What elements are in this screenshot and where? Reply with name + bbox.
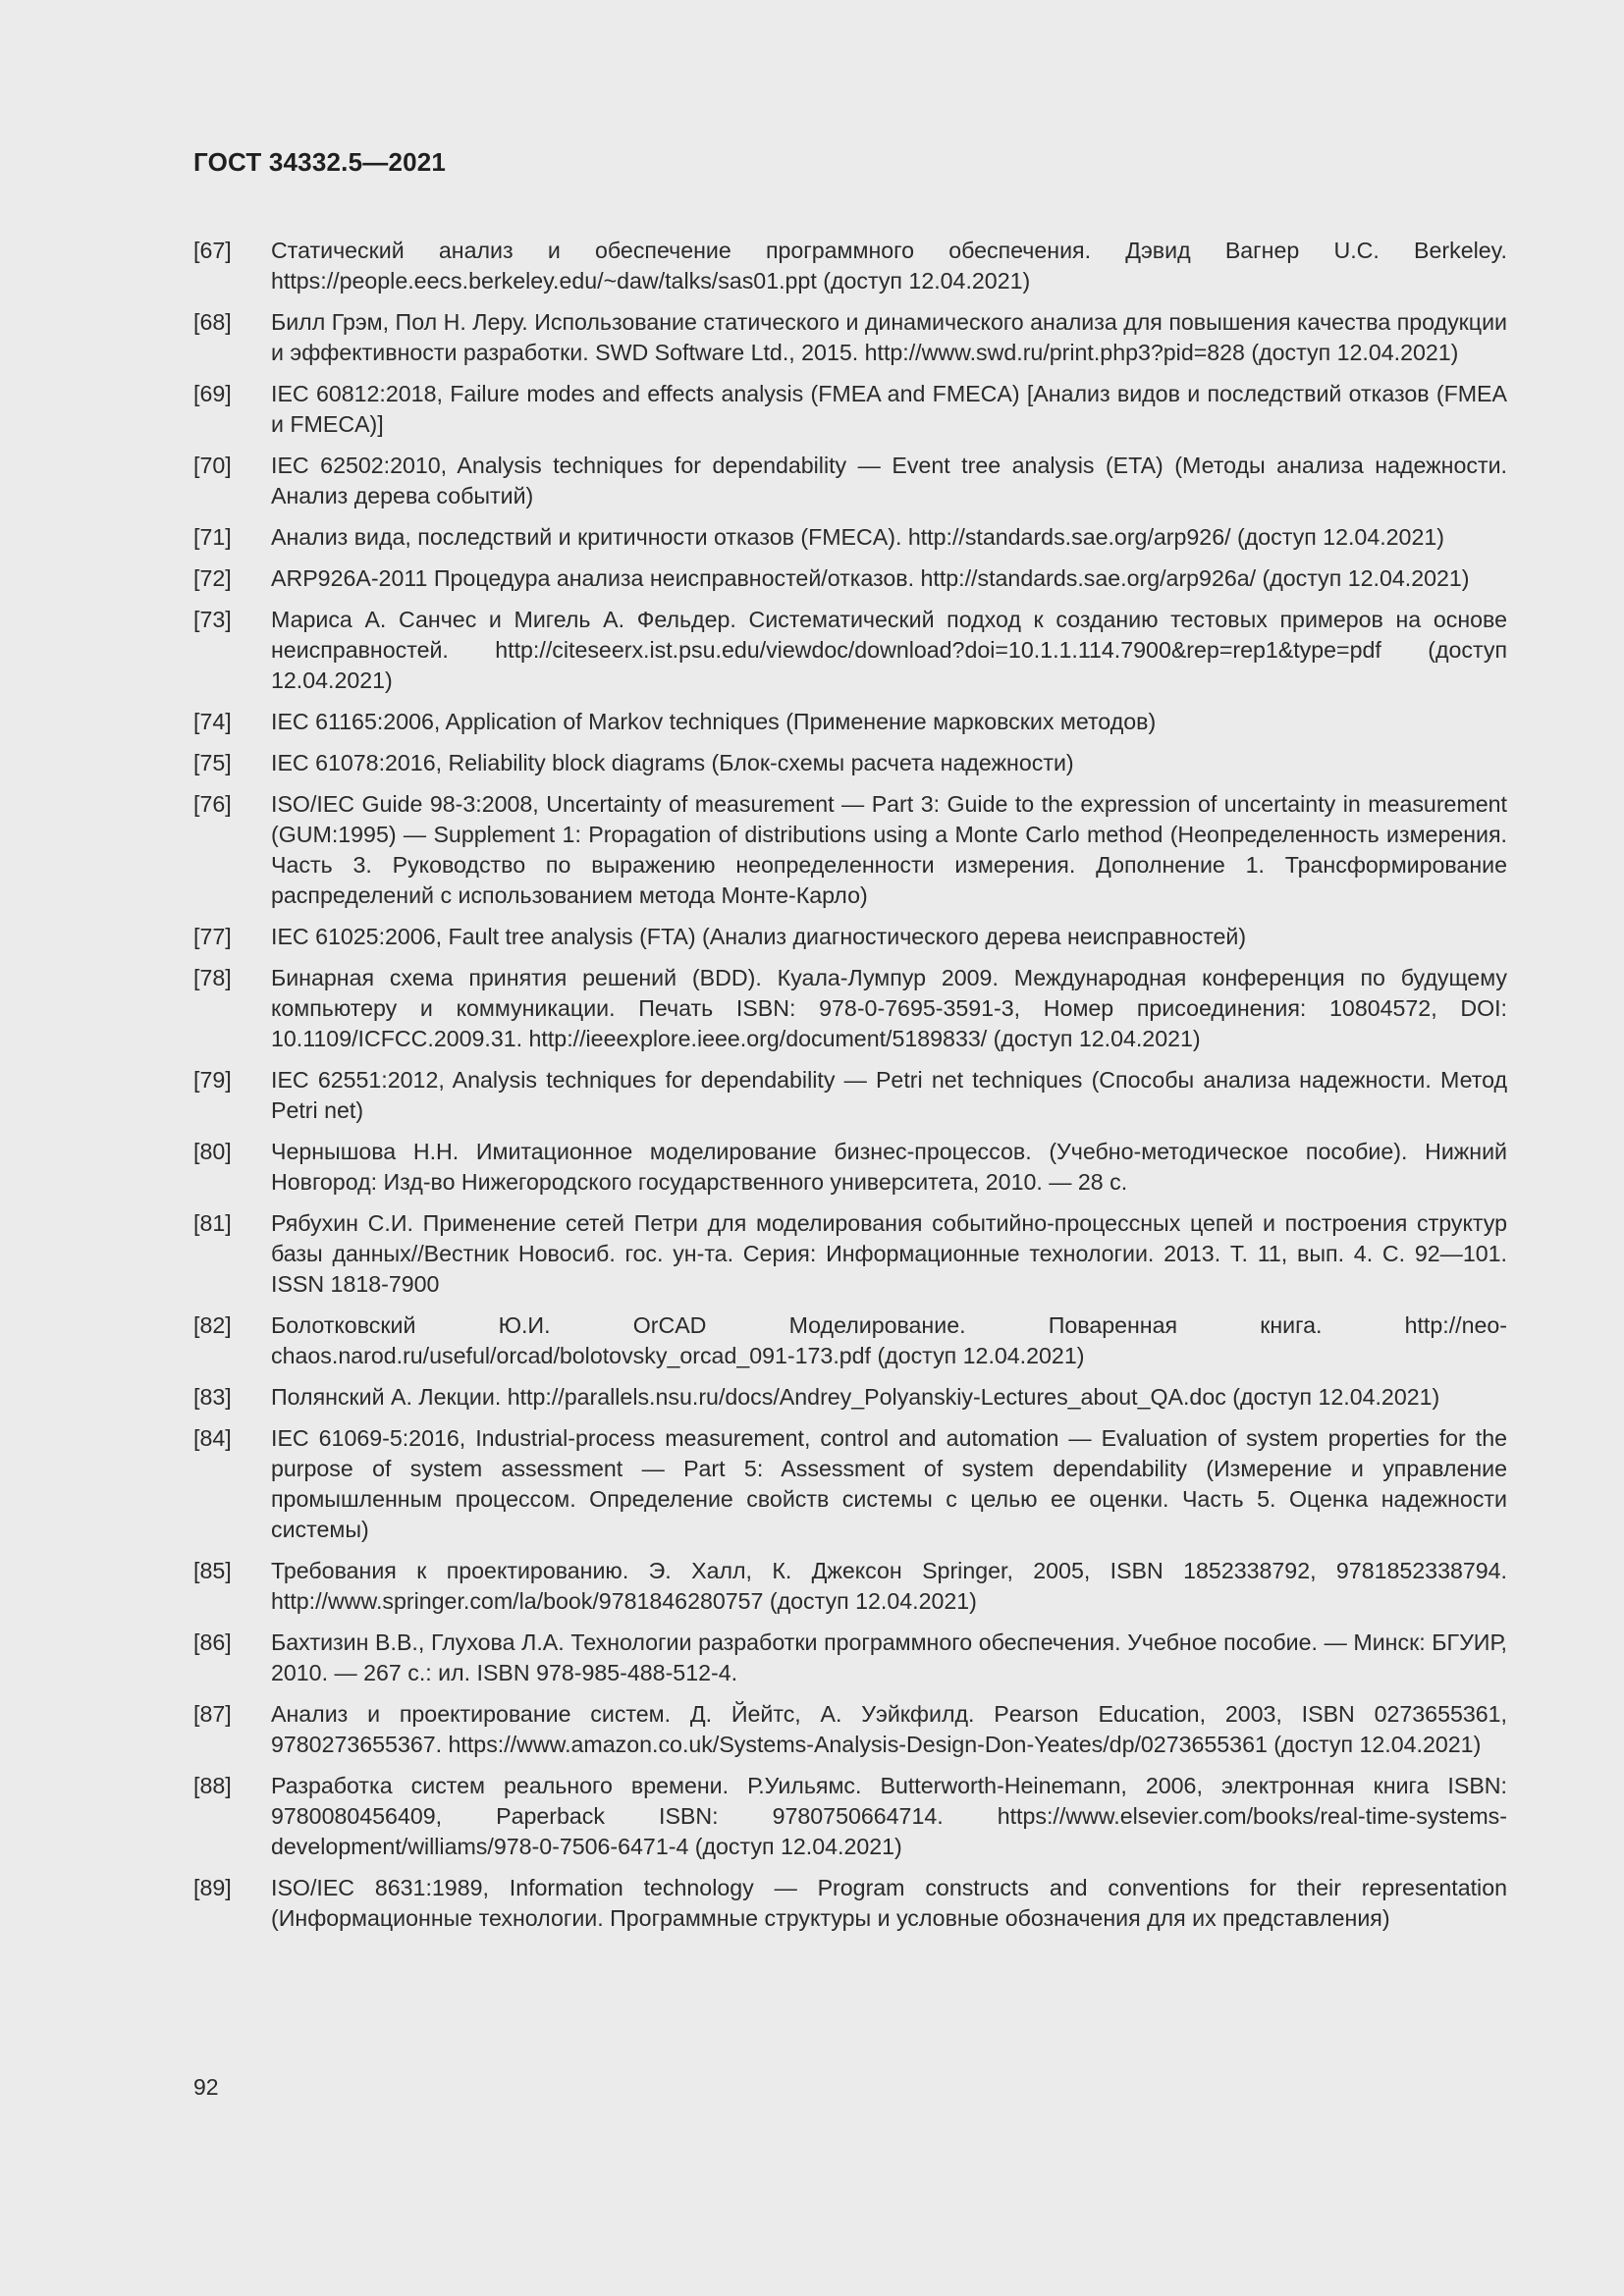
reference-item (193, 1310, 1507, 1371)
reference-item (193, 707, 1507, 737)
reference-text: Бинарная схема принятия решений (BDD). Куала-Лумпур 2009. Международная конференция по будущему компьютеру и коммуникации. Печать ISBN: 978-0-7695-3591-3, Номер присоединения: 10804572, DOI: 10.1109/ICFCC.2009.31. http://ieeexplore.ieee.org/document/5189833/ (доступ 12.04.2021) (271, 965, 1507, 1051)
reference-item (193, 563, 1507, 594)
reference-item (193, 748, 1507, 778)
reference-number: [71] (193, 524, 232, 550)
reference-number: [89] (193, 1875, 232, 1900)
reference-number: [70] (193, 453, 232, 478)
reference-number: [79] (193, 1067, 232, 1093)
reference-list (193, 236, 1507, 1945)
reference-number: [76] (193, 791, 232, 817)
reference-text: ARP926A-2011 Процедура анализа неисправностей/отказов. http://standards.sae.org/arp926a/ (доступ 12.04.2021) (271, 565, 1470, 591)
reference-item (193, 963, 1507, 1054)
page-number: 92 (193, 2074, 219, 2100)
reference-number: [87] (193, 1701, 232, 1727)
reference-text: Болотковский Ю.И. OrCAD Моделирование. Поваренная книга. http://neo-chaos.narod.ru/useful/orcad/bolotovsky_orcad_091-173.pdf (доступ 12.04.2021) (271, 1312, 1507, 1368)
reference-number: [88] (193, 1773, 232, 1798)
reference-number: [83] (193, 1384, 232, 1410)
reference-item (193, 522, 1507, 553)
reference-text: IEC 62551:2012, Analysis techniques for dependability — Petri net techniques (Способы анализа надежности. Метод Petri net) (271, 1067, 1507, 1123)
reference-item (193, 789, 1507, 911)
reference-text: Требования к проектированию. Э. Халл, К. Джексон Springer, 2005, ISBN 1852338792, 9781852338794. http://www.springer.com/la/book/9781846280757 (доступ 12.04.2021) (271, 1558, 1507, 1614)
reference-number: [78] (193, 965, 232, 990)
reference-item (193, 1423, 1507, 1545)
reference-text: Статический анализ и обеспечение программного обеспечения. Дэвид Вагнер U.C. Berkeley. https://people.eecs.berkeley.edu/~daw/talks/sas01.ppt (доступ 12.04.2021) (271, 238, 1507, 294)
reference-number: [69] (193, 381, 232, 406)
reference-item (193, 922, 1507, 952)
reference-item (193, 1137, 1507, 1198)
reference-number: [73] (193, 607, 232, 632)
reference-item (193, 1628, 1507, 1688)
reference-text: Чернышова Н.Н. Имитационное моделирование бизнес-процессов. (Учебно-методическое пособие). Нижний Новгород: Изд-во Нижегородского государственного университета, 2010. — 28 с. (271, 1139, 1507, 1195)
reference-number: [84] (193, 1425, 232, 1451)
reference-number: [80] (193, 1139, 232, 1164)
reference-item (193, 1699, 1507, 1760)
reference-item (193, 307, 1507, 368)
reference-number: [67] (193, 238, 232, 263)
reference-text: IEC 61025:2006, Fault tree analysis (FTA) (Анализ диагностического дерева неисправностей) (271, 924, 1247, 949)
reference-text: Рябухин С.И. Применение сетей Петри для моделирования событийно-процессных цепей и построения структур базы данных//Вестник Новосиб. гос. ун-та. Серия: Информационные технологии. 2013. Т. 11, вып. 4. С. 92—101. ISSN 1818-7900 (271, 1210, 1507, 1297)
reference-number: [72] (193, 565, 232, 591)
reference-text: IEC 61078:2016, Reliability block diagrams (Блок-схемы расчета надежности) (271, 750, 1074, 775)
reference-text: ISO/IEC Guide 98-3:2008, Uncertainty of measurement — Part 3: Guide to the expression of uncertainty in measurement (GUM:1995) — Supplement 1: Propagation of distributions using a Monte Carlo method (Неопределенность измерения. Часть 3. Руководство по выражению неопределенности измерения. Дополнение 1. Трансформирование распределений с использованием метода Монте-Карло) (271, 791, 1507, 908)
reference-text: Анализ вида, последствий и критичности отказов (FMECA). http://standards.sae.org/arp926/ (доступ 12.04.2021) (271, 524, 1444, 550)
reference-item (193, 451, 1507, 511)
reference-text: IEC 61165:2006, Application of Markov techniques (Применение марковских методов) (271, 709, 1157, 734)
reference-item (193, 605, 1507, 696)
reference-number: [82] (193, 1312, 232, 1338)
reference-item (193, 1065, 1507, 1126)
reference-number: [85] (193, 1558, 232, 1583)
reference-item (193, 1556, 1507, 1617)
reference-text: Билл Грэм, Пол Н. Леру. Использование статического и динамического анализа для повышения качества продукции и эффективности разработки. SWD Software Ltd., 2015. http://www.swd.ru/print.php3?pid=828 (доступ 12.04.2021) (271, 309, 1507, 365)
reference-number: [86] (193, 1629, 232, 1655)
reference-text: ISO/IEC 8631:1989, Information technology — Program constructs and conventions for their representation (Информационные технологии. Программные структуры и условные обозначения для их представления) (271, 1875, 1507, 1931)
reference-item (193, 236, 1507, 296)
reference-item (193, 1208, 1507, 1300)
reference-number: [75] (193, 750, 232, 775)
reference-item (193, 1771, 1507, 1862)
reference-item (193, 379, 1507, 440)
reference-number: [77] (193, 924, 232, 949)
reference-text: Полянский А. Лекции. http://parallels.nsu.ru/docs/Andrey_Polyanskiy-Lectures_about_QA.doc (доступ 12.04.2021) (271, 1384, 1440, 1410)
reference-item (193, 1873, 1507, 1934)
reference-text: IEC 62502:2010, Analysis techniques for dependability — Event tree analysis (ETA) (Методы анализа надежности. Анализ дерева событий) (271, 453, 1507, 508)
reference-number: [74] (193, 709, 232, 734)
reference-text: Анализ и проектирование систем. Д. Йейтс, А. Уэйкфилд. Pearson Education, 2003, ISBN 0273655361, 9780273655367. https://www.amazon.co.uk/Systems-Analysis-Design-Don-Yeates/dp/0273655361 (доступ 12.04.2021) (271, 1701, 1507, 1757)
reference-text: Разработка систем реального времени. Р.Уильямс. Butterworth-Heinemann, 2006, электронная книга ISBN: 9780080456409, Paperback ISBN: 9780750664714. https://www.elsevier.com/books/real-time-systems-development/williams/978-0-7506-6471-4 (доступ 12.04.2021) (271, 1773, 1507, 1859)
reference-number: [68] (193, 309, 232, 335)
reference-item (193, 1382, 1507, 1413)
reference-text: Бахтизин В.В., Глухова Л.А. Технологии разработки программного обеспечения. Учебное пособие. — Минск: БГУИР, 2010. — 267 с.: ил. ISBN 978-985-488-512-4. (271, 1629, 1507, 1685)
document-title: ГОСТ 34332.5—2021 (193, 147, 447, 177)
reference-text: IEC 61069-5:2016, Industrial-process measurement, control and automation — Evaluation of system properties for the purpose of system assessment — Part 5: Assessment of system dependability (Измерение и управление промышленным процессом. Определение свойств системы с целью ее оценки. Часть 5. Оценка надежности системы) (271, 1425, 1507, 1542)
reference-number: [81] (193, 1210, 232, 1236)
reference-text: Мариса А. Санчес и Мигель А. Фельдер. Систематический подход к созданию тестовых примеров на основе неисправностей. http://citeseerx.ist.psu.edu/viewdoc/download?doi=10.1.1.114.7900&rep=rep1&type=pdf (доступ 12.04.2021) (271, 607, 1507, 693)
reference-text: IEC 60812:2018, Failure modes and effects analysis (FMEA and FMECA) [Анализ видов и последствий отказов (FMEA и FMECA)] (271, 381, 1507, 437)
